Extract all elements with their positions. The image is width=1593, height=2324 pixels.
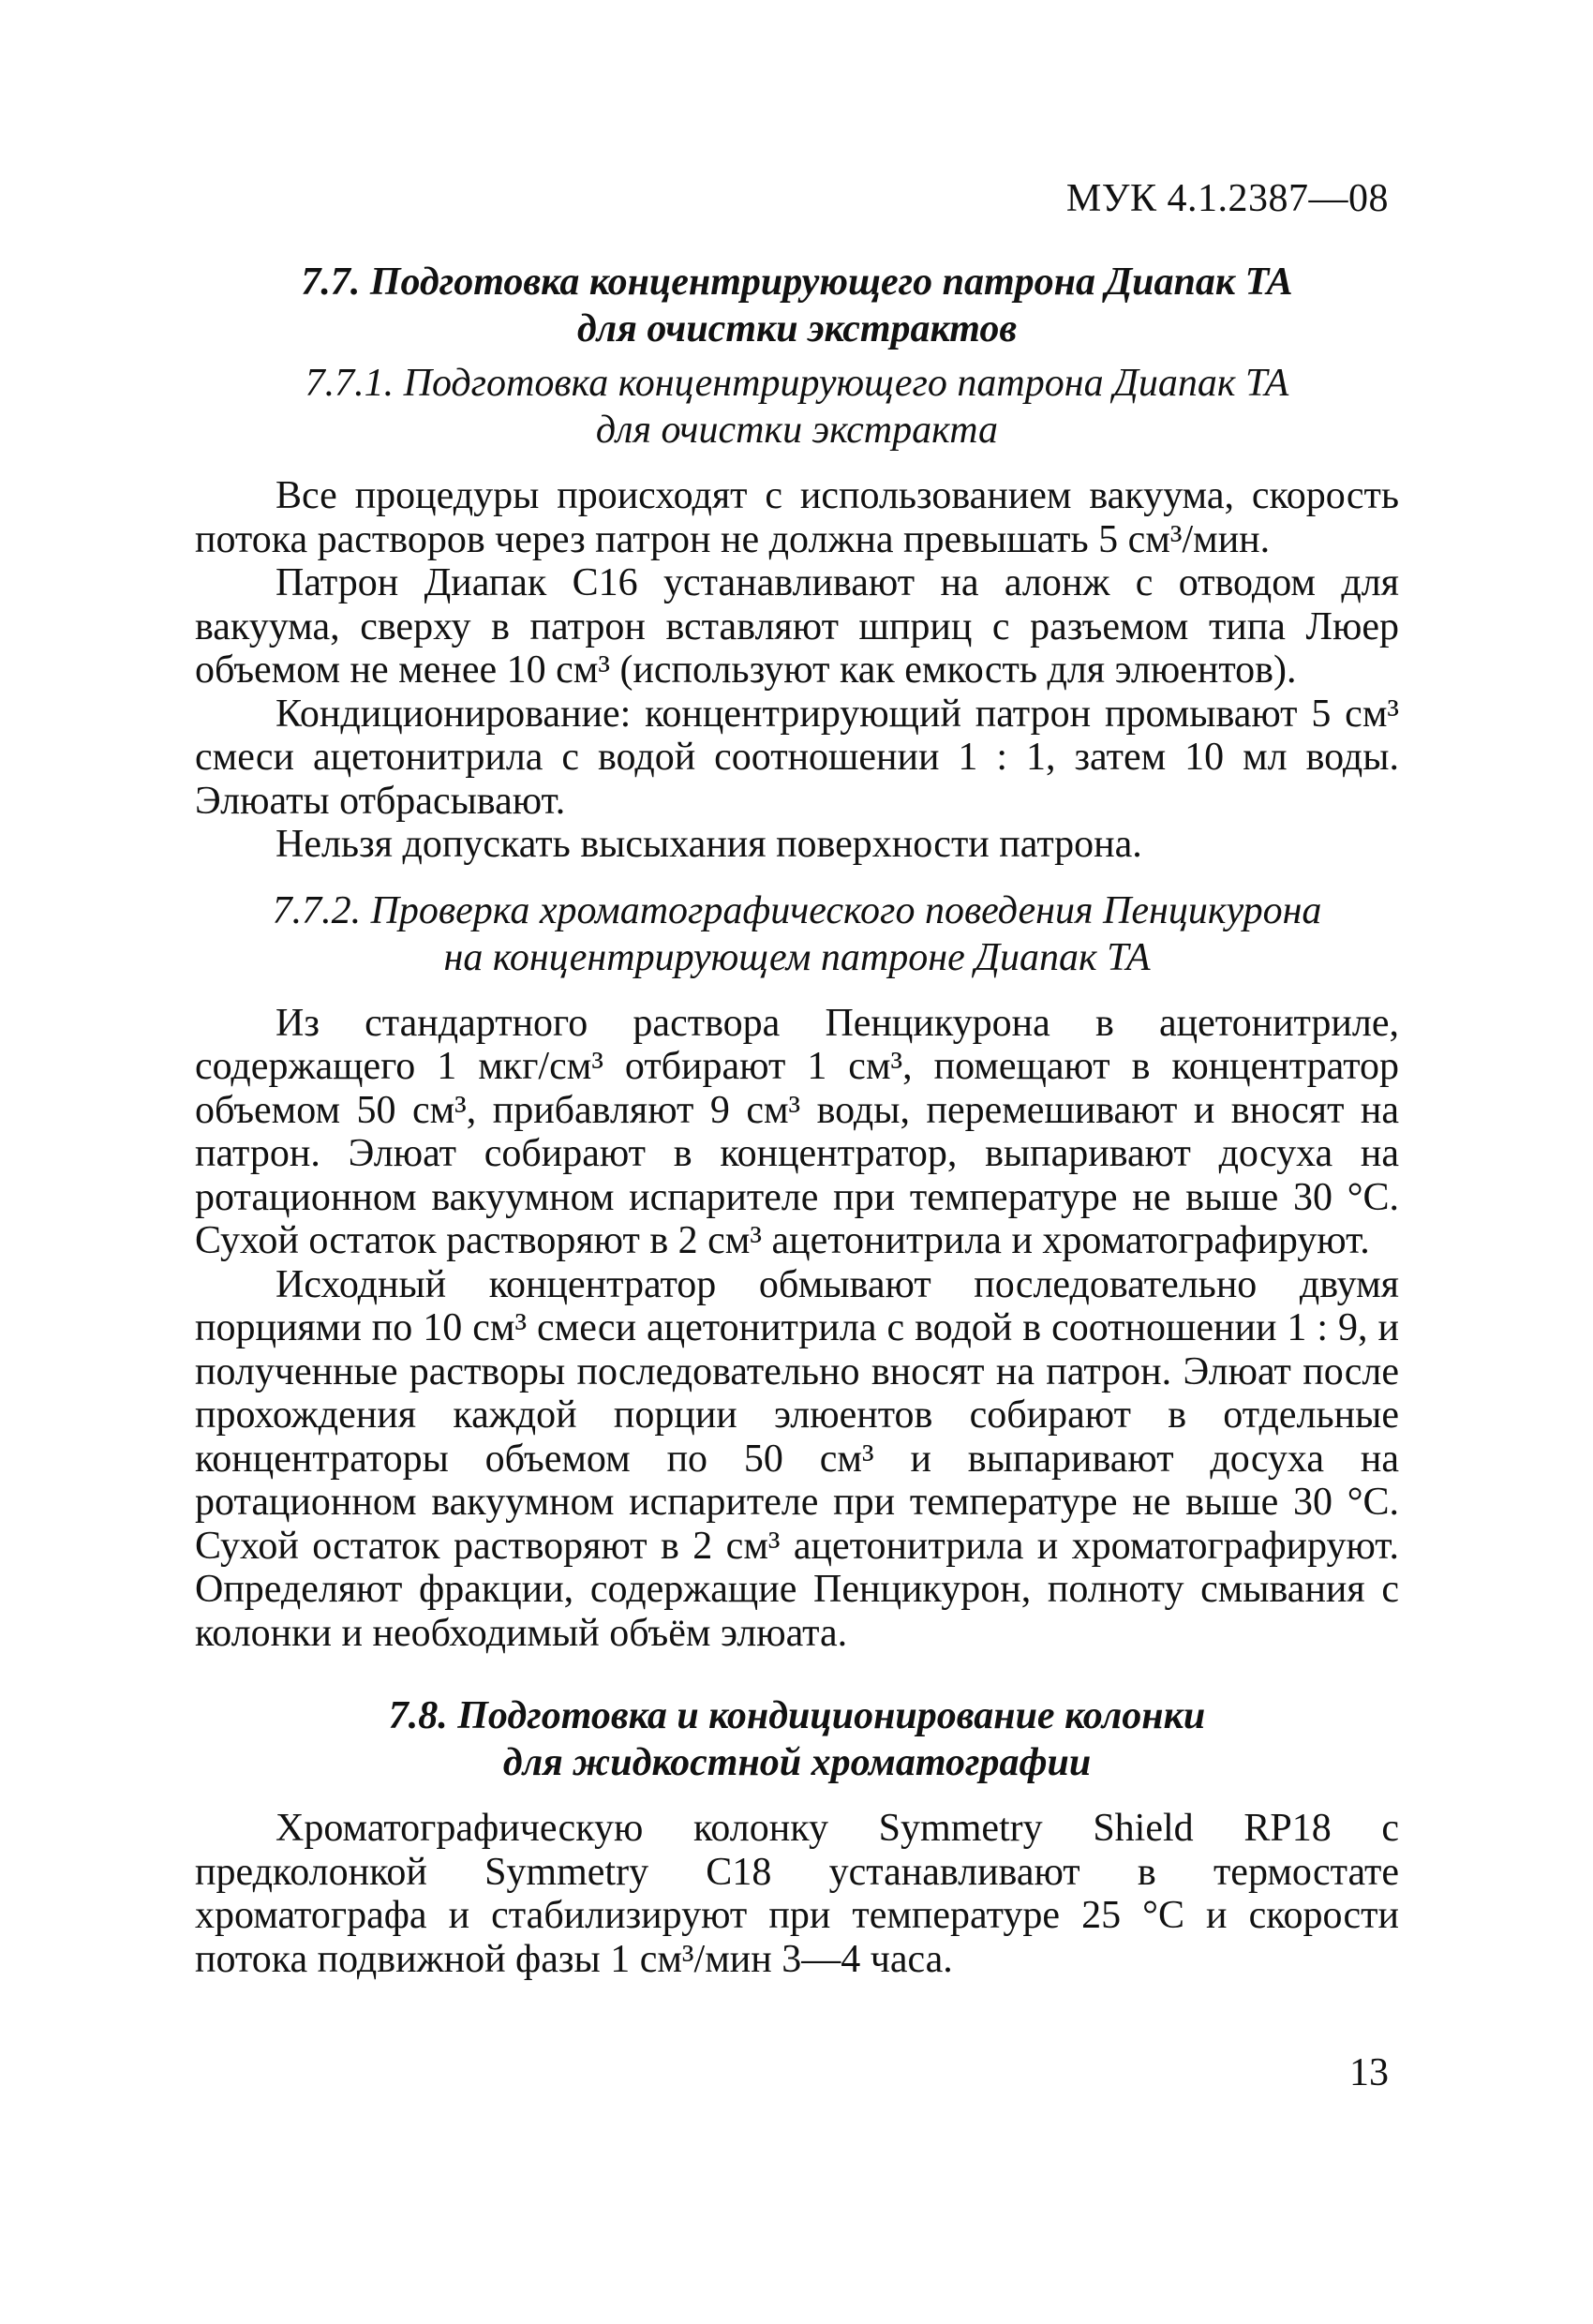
section-7-7-2-title-line1: 7.7.2. Проверка хроматографического поведения Пенцикурона: [272, 888, 1322, 932]
document-code: МУК 4.1.2387—08: [1065, 177, 1389, 220]
section-7-7-1-heading: [195, 360, 1399, 454]
paragraph: Патрон Диапак С16 устанавливают на алонж с отводом для вакуума, сверху в патрон вставляют шприц с разъемом типа Люер объемом не менее 10 см³ (используют как емкость для элюентов).: [195, 561, 1399, 692]
paragraph: Нельзя допускать высыхания поверхности патрона.: [275, 823, 1142, 866]
paragraph: Кондиционирование: концентрирующий патрон промывают 5 см³ смеси ацетонитрила с водой соотношении 1 : 1, затем 10 мл воды. Элюаты отбрасывают.: [195, 692, 1399, 823]
section-7-7-1-title-line2: для очистки экстракта: [595, 409, 999, 452]
section-7-7-heading: [195, 259, 1399, 352]
paragraph: Все процедуры происходят с использованием вакуума, скорость потока растворов через патрон не должна превышать 5 см³/мин.: [195, 474, 1399, 561]
page-content: [195, 259, 1399, 1981]
page-number: 13: [1349, 2051, 1389, 2094]
paragraph: Из стандартного раствора Пенцикурона в ацетонитриле, содержащего 1 мкг/см³ отбирают 1 см³, помещают в концентратор объемом 50 см³, прибавляют 9 см³ воды, перемешивают и вносят на патрон. Элюат собирают в концентратор, выпаривают досуха на ротационном вакуумном испарителе при температуре не выше 30 °С. Сухой остаток растворяют в 2 см³ ацетонитрила и хроматографируют.: [195, 1001, 1399, 1262]
paragraph: Хроматографическую колонку Symmetry Shield RP18 с предколонкой Symmetry C18 устанавливают в термостате хроматографа и стабилизируют при температуре 25 °С и скорости потока подвижной фазы 1 см³/мин 3—4 часа.: [195, 1807, 1399, 1981]
section-7-7-1-title-line1: 7.7.1. Подготовка концентрирующего патрона Диапак ТА: [305, 362, 1289, 405]
section-7-7-2-title-line2: на концентрирующем патроне Диапак ТА: [443, 935, 1151, 979]
paragraph: Исходный концентратор обмывают последовательно двумя порциями по 10 см³ смеси ацетонитрила с водой в соотношении 1 : 9, и полученные растворы последовательно вносят на патрон. Элюат после прохождения каждой порции элюентов собирают в отдельные концентраторы объемом по 50 см³ и выпаривают досуха на ротационном вакуумном испарителе при температуре не выше 30 °С. Сухой остаток растворяют в 2 см³ ацетонитрила и хроматографируют. Определяют фракции, содержащие Пенцикурон, полноту смывания с колонки и необходимый объём элюата.: [195, 1262, 1399, 1655]
section-7-8-title-line1: 7.8. Подготовка и кондиционирование колонки: [388, 1694, 1206, 1737]
section-7-7-title-line1: 7.7. Подготовка концентрирующего патрона Диапак ТА: [301, 261, 1293, 304]
section-7-7-2-heading: [195, 887, 1399, 981]
section-7-8-title-line2: для жидкостной хроматографии: [502, 1741, 1092, 1784]
section-7-8-heading: [195, 1692, 1399, 1786]
section-7-7-title-line2: для очистки экстрактов: [576, 307, 1018, 350]
